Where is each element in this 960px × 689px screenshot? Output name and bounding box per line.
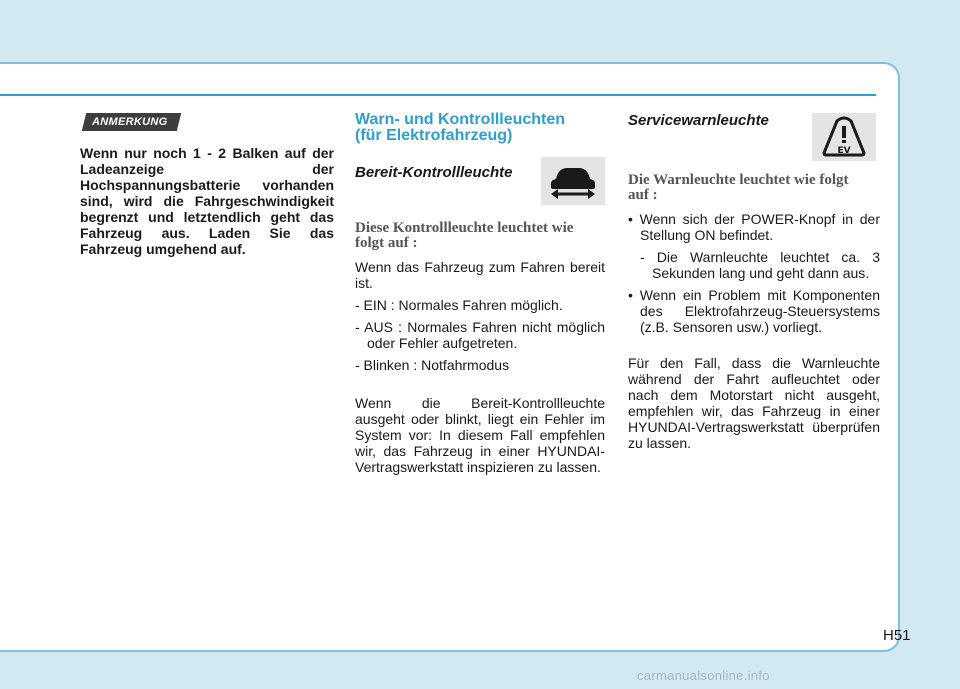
note-tag: ANMERKUNG (82, 113, 182, 131)
car-ready-icon (541, 157, 605, 205)
service-column (628, 112, 880, 451)
service-paragraph: Für den Fall, dass die Warnleuchte während der Fahrt aufleuchtet oder nach dem Motorstart nicht ausgeht, empfehlen wir, das Fahrzeug in einer HYUNDAI-Vertragswerkstatt überprüfen zu lassen. (628, 355, 880, 451)
note-text: Wenn nur noch 1 - 2 Balken auf der Ladeanzeige der Hochspannungsbatterie vorhanden sind, wird die Fahrgeschwindigkeit begrenzt und letztendlich geht das Fahrzeug aus. Laden Sie das Fahrzeug umgehend auf. (80, 145, 334, 257)
header-rule (0, 94, 876, 96)
service-bullet-problem: • Wenn ein Problem mit Komponenten des Elektrofahrzeug-Steuersystems (z.B. Sensoren usw.) vorliegt. (628, 287, 880, 335)
service-bullet-power-sub: - Die Warnleuchte leuchtet ca. 3 Sekunden lang und geht dann aus. (640, 249, 880, 281)
ev-icon-label: EV (837, 146, 851, 156)
ready-subheading: Diese Kontrollleuchte leuchtet wie folgt auf : (355, 220, 574, 251)
note-column (80, 112, 334, 257)
ready-item-off: - AUS : Normales Fahren nicht möglich oder Fehler aufgetreten. (355, 319, 605, 351)
service-bullet-power: • Wenn sich der POWER-Knopf in der Stellung ON befindet. (628, 211, 880, 243)
page-number: H51 (883, 627, 911, 644)
ev-warning-icon (812, 113, 876, 161)
section-title: Warn- und Kontrollleuchten (für Elektrofahrzeug) (355, 111, 566, 144)
service-subheading: Die Warnleuchte leuchtet wie folgt auf : (628, 172, 849, 203)
ready-item-on: - EIN : Normales Fahren möglich. (355, 297, 563, 313)
ready-intro: Wenn das Fahrzeug zum Fahren bereit ist. (355, 259, 605, 291)
ready-heading: Bereit-Kontrollleuchte (355, 164, 513, 181)
watermark: carmanualsonline.info (637, 668, 770, 683)
service-heading: Servicewarnleuchte (628, 112, 769, 129)
ready-paragraph: Wenn die Bereit-Kontrollleuchte ausgeht oder blinkt, liegt ein Fehler im System vor: In diesem Fall empfehlen wir, das Fahrzeug in einer HYUNDAI-Vertragswerkstatt inspizieren zu lassen. (355, 395, 605, 475)
ready-item-blink: - Blinken : Notfahrmodus (355, 357, 510, 373)
